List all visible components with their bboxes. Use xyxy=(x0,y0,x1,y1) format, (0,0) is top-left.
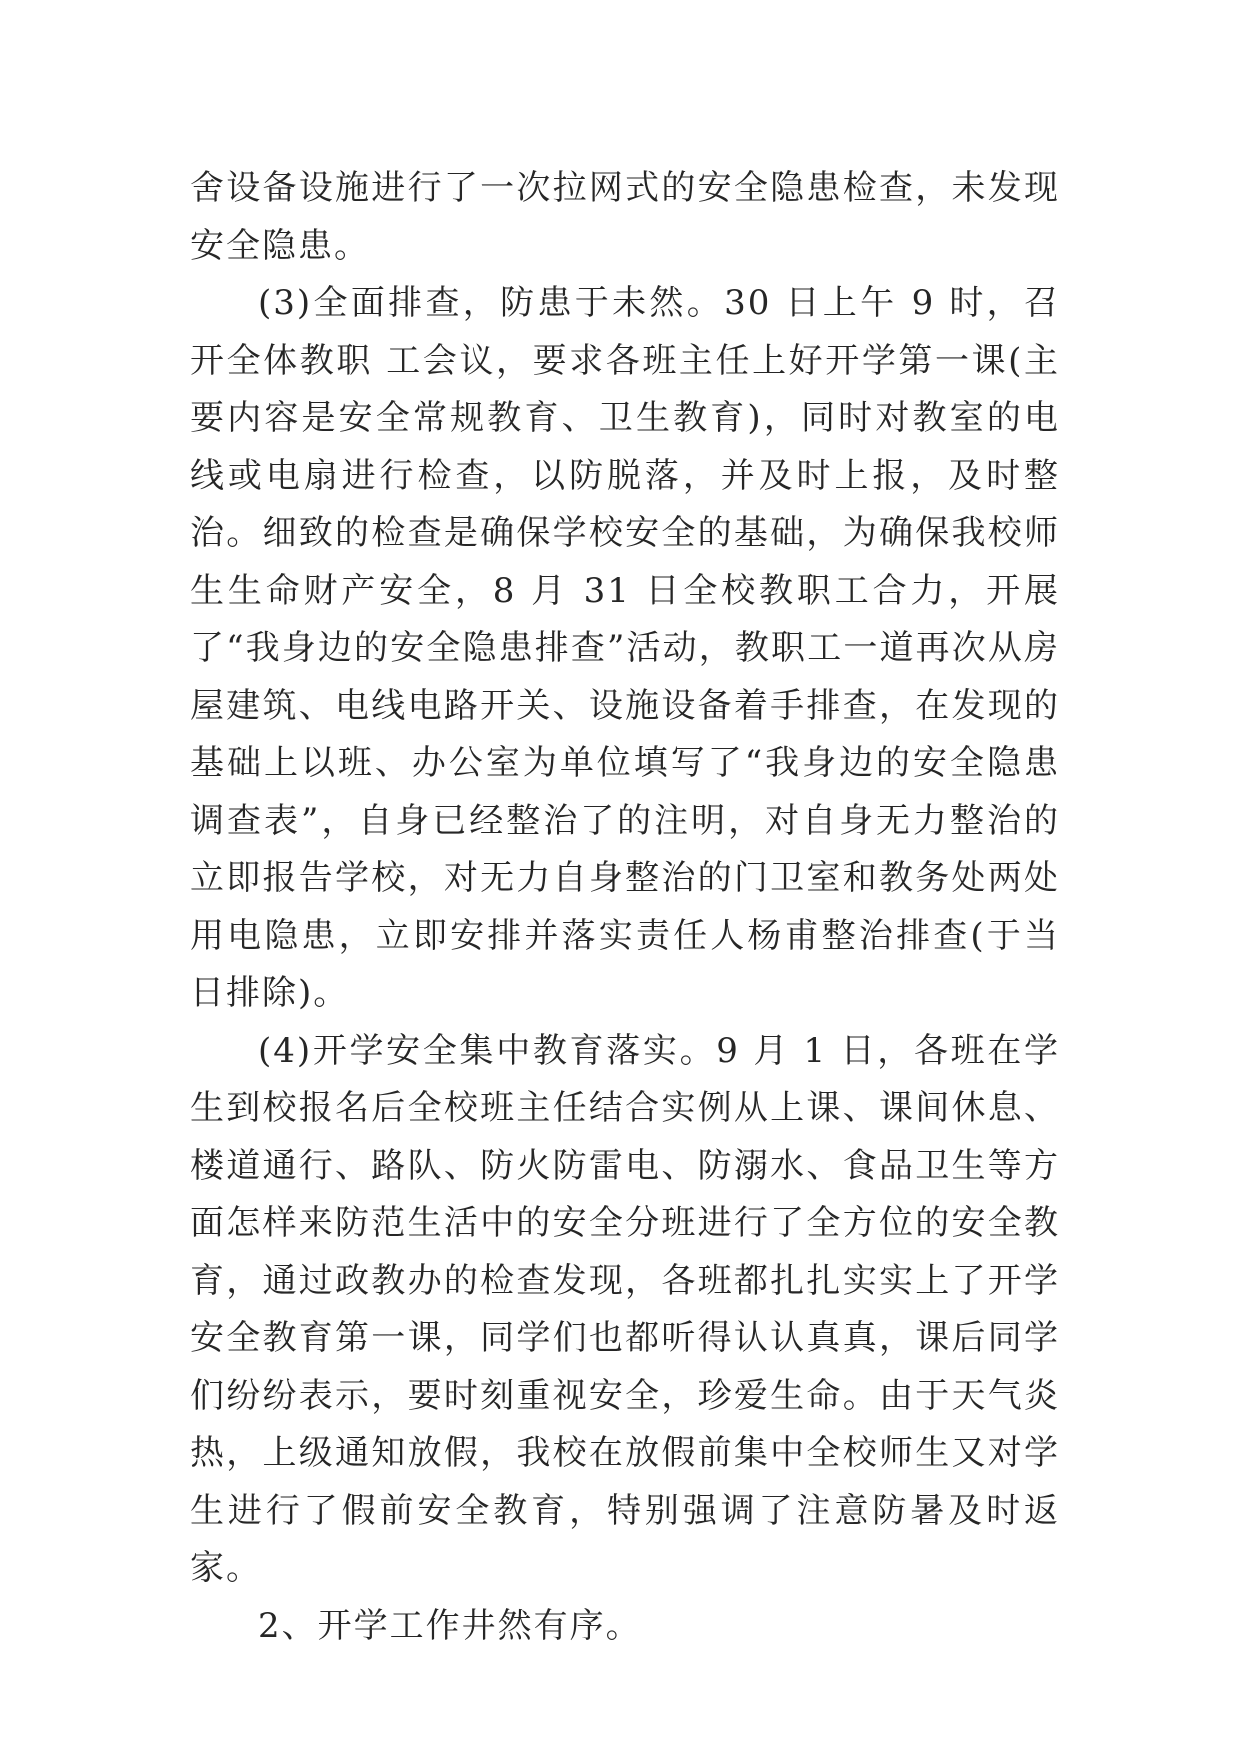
paragraph-section-4: (4)开学安全集中教育落实。9 月 1 日，各班在学生到校报名后全校班主任结合实例从上课、课间休息、楼道通行、路队、防火防雷电、防溺水、食品卫生等方面怎样来防范生活中的安全分班进行了全方位的安全教育，通过政教办的检查发现，各班都扎扎实实上了开学安全教育第一课，同学们也都听得认认真真，课后同学们纷纷表示，要时刻重视安全，珍爱生命。由于天气炎热，上级通知放假，我校在放假前集中全校师生又对学生进行了假前安全教育，特别强调了注意防暑及时返家。 xyxy=(190,1030,1060,1588)
paragraph-section-3: (3)全面排查，防患于未然。30 日上午 9 时，召开全体教职 工会议，要求各班主任上好开学第一课(主要内容是安全常规教育、卫生教育)，同时对教室的电线或电扇进行检查，以防脱落，并及时上报，及时整治。细致的检查是确保学校安全的基础，为确保我校师生生命财产安全，8 月 31 日全校教职工合力，开展了“我身边的安全隐患排查”活动，教职工一道再次从房屋建筑、电线电路开关、设施设备着手排查，在发现的基础上以班、办公室为单位填写了“我身边的安全隐患调查表”，自身已经整治了的注明，对自身无力整治的立即报告学校，对无力自身整治的门卫室和教务处两处用电隐患，立即安排并落实责任人杨甫整治排查(于当日排除)。 xyxy=(190,283,1060,1013)
paragraph-heading-2: 2、开学工作井然有序。 xyxy=(258,1605,642,1646)
paragraph-continuation: 舍设备设施进行了一次拉网式的安全隐患检查，未发现安全隐患。 xyxy=(190,168,1060,266)
document-body xyxy=(190,160,1060,1655)
